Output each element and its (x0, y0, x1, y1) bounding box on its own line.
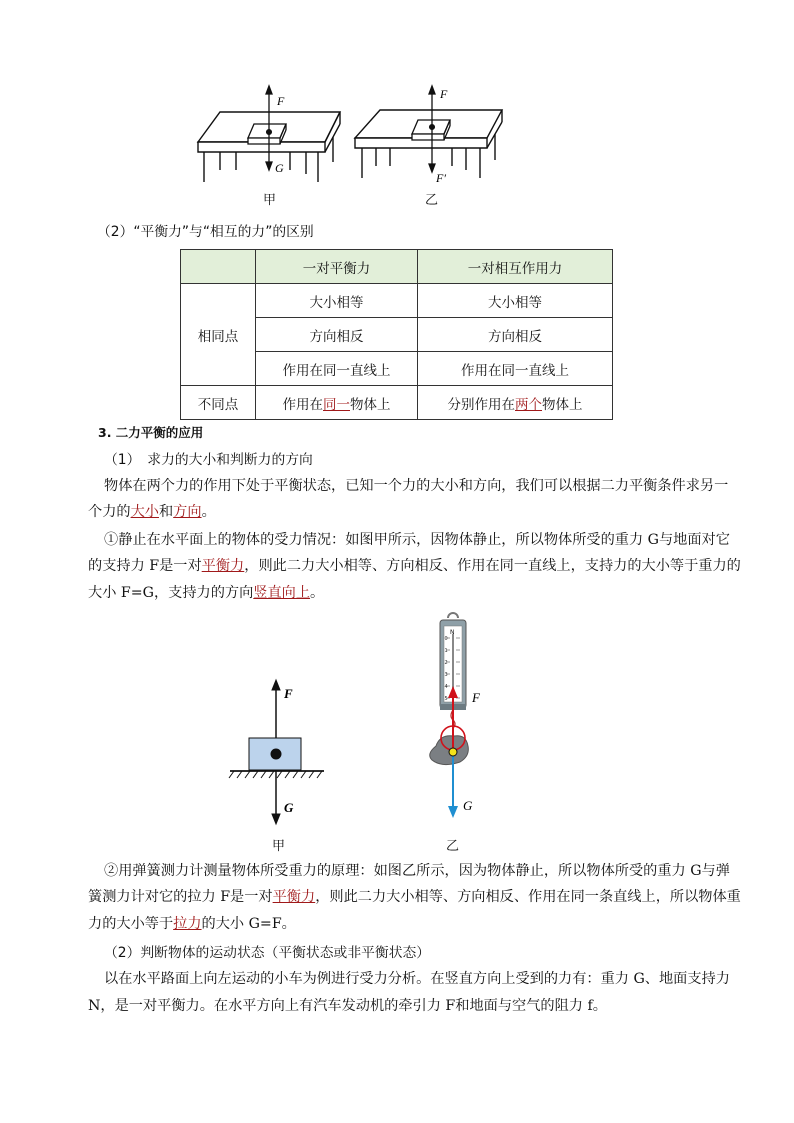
table-header-balance: 一对平衡力 (256, 250, 418, 284)
label-f-right: F (440, 87, 448, 101)
answer-underline: 方向 (173, 504, 202, 520)
label-g-left: G (275, 161, 284, 175)
table-header-empty (181, 250, 256, 284)
figure2-caption-left: 甲 (272, 839, 286, 854)
answer-underline: 平衡力 (201, 558, 245, 574)
para2-line1: ①静止在水平面上的物体的受力情况：如图甲所示，因物体静止，所以物体所受的重力 G与地面对它 (104, 532, 730, 548)
scale-tick-label: 2 (444, 660, 448, 666)
para2-line2: 的支持力 F是一对平衡力，则此二力大小相等、方向相反、作用在同一直线上，支持力的大小等于重力的 (88, 558, 741, 574)
table-header-mutual: 一对相互作用力 (418, 250, 613, 284)
para3-line1: ②用弹簧测力计测量物体所受重力的原理：如图乙所示，因为物体静止，所以物体所受的重力 G与弹 (104, 863, 730, 879)
figure2-caption-right: 乙 (446, 839, 460, 854)
para2-line3: 大小 F=G，支持力的方向竖直向上。 (88, 585, 325, 601)
label-g-scale: G (463, 798, 473, 813)
answer-underline: 竖直向上 (253, 585, 311, 601)
scale-tick-label: 0 (444, 636, 448, 642)
scale-tick-label: 3 (444, 672, 448, 678)
table-row (181, 386, 613, 420)
para1-line2: 个力的大小和方向。 (88, 504, 216, 520)
answer-underline: 同一 (323, 396, 350, 413)
force-diagram-figure (220, 612, 520, 852)
table-cell: 大小相等 (256, 284, 418, 318)
label-f-left: F (277, 94, 285, 108)
sub2-title: （2）判断物体的运动状态（平衡状态或非平衡状态） (104, 945, 431, 961)
tables-force-figure (190, 82, 510, 210)
figure1-caption-right: 乙 (425, 193, 439, 208)
arrow-g-scale (448, 806, 458, 818)
para4-line1: 以在水平路面上向左运动的小车为例进行受力分析。在竖直方向上受到的力有：重力 G、地面支持力 (104, 971, 730, 987)
diff-balance-cell: 作用在同一物体上 (256, 386, 418, 420)
para1-line1: 物体在两个力的作用下处于平衡状态，已知一个力的大小和方向，我们可以根据二力平衡条件求另一 (104, 478, 729, 494)
para4-line2: N，是一对平衡力。在水平方向上有汽车发动机的牵引力 F和地面与空气的阻力 f。 (88, 998, 607, 1014)
figure1-caption-left: 甲 (263, 193, 277, 208)
scale-tick-label: 5 (444, 696, 448, 702)
label-fprime-right: F′ (436, 171, 446, 185)
answer-underline: 平衡力 (272, 889, 316, 905)
section2-title: （2）“平衡力”与“相互的力”的区别 (97, 224, 314, 240)
comparison-table (180, 249, 613, 420)
diff-mutual-cell: 分别作用在两个物体上 (418, 386, 613, 420)
section3-title: 3. 二力平衡的应用 (98, 425, 204, 440)
para3-line3: 力的大小等于拉力的大小 G=F。 (88, 916, 296, 932)
answer-underline: 拉力 (173, 916, 202, 932)
diff-label-cell: 不同点 (181, 386, 256, 420)
table-cell: 方向相反 (418, 318, 613, 352)
label-f-scale: F (472, 690, 480, 705)
scale-tick-label: 4 (444, 684, 448, 690)
scale-tick-label: 1 (444, 648, 448, 654)
table-cell: 作用在同一直线上 (256, 352, 418, 386)
table-cell: 方向相反 (256, 318, 418, 352)
sub1-title: （1） 求力的大小和判断力的方向 (104, 452, 313, 468)
label-g-block: G (284, 800, 294, 815)
answer-underline: 两个 (515, 396, 542, 413)
para3-line2: 簧测力计对它的拉力 F是一对平衡力，则此二力大小相等、方向相反、作用在同一条直线上，所以物体重 (88, 889, 741, 905)
label-f-block: F (284, 686, 293, 701)
table-cell: 作用在同一直线上 (418, 352, 613, 386)
table-cell: 大小相等 (418, 284, 613, 318)
block-diagram (229, 680, 324, 824)
answer-underline: 大小 (130, 504, 159, 520)
same-label-cell: 相同点 (181, 284, 256, 386)
scale-unit-label: N (450, 629, 455, 636)
table-row (181, 284, 613, 318)
